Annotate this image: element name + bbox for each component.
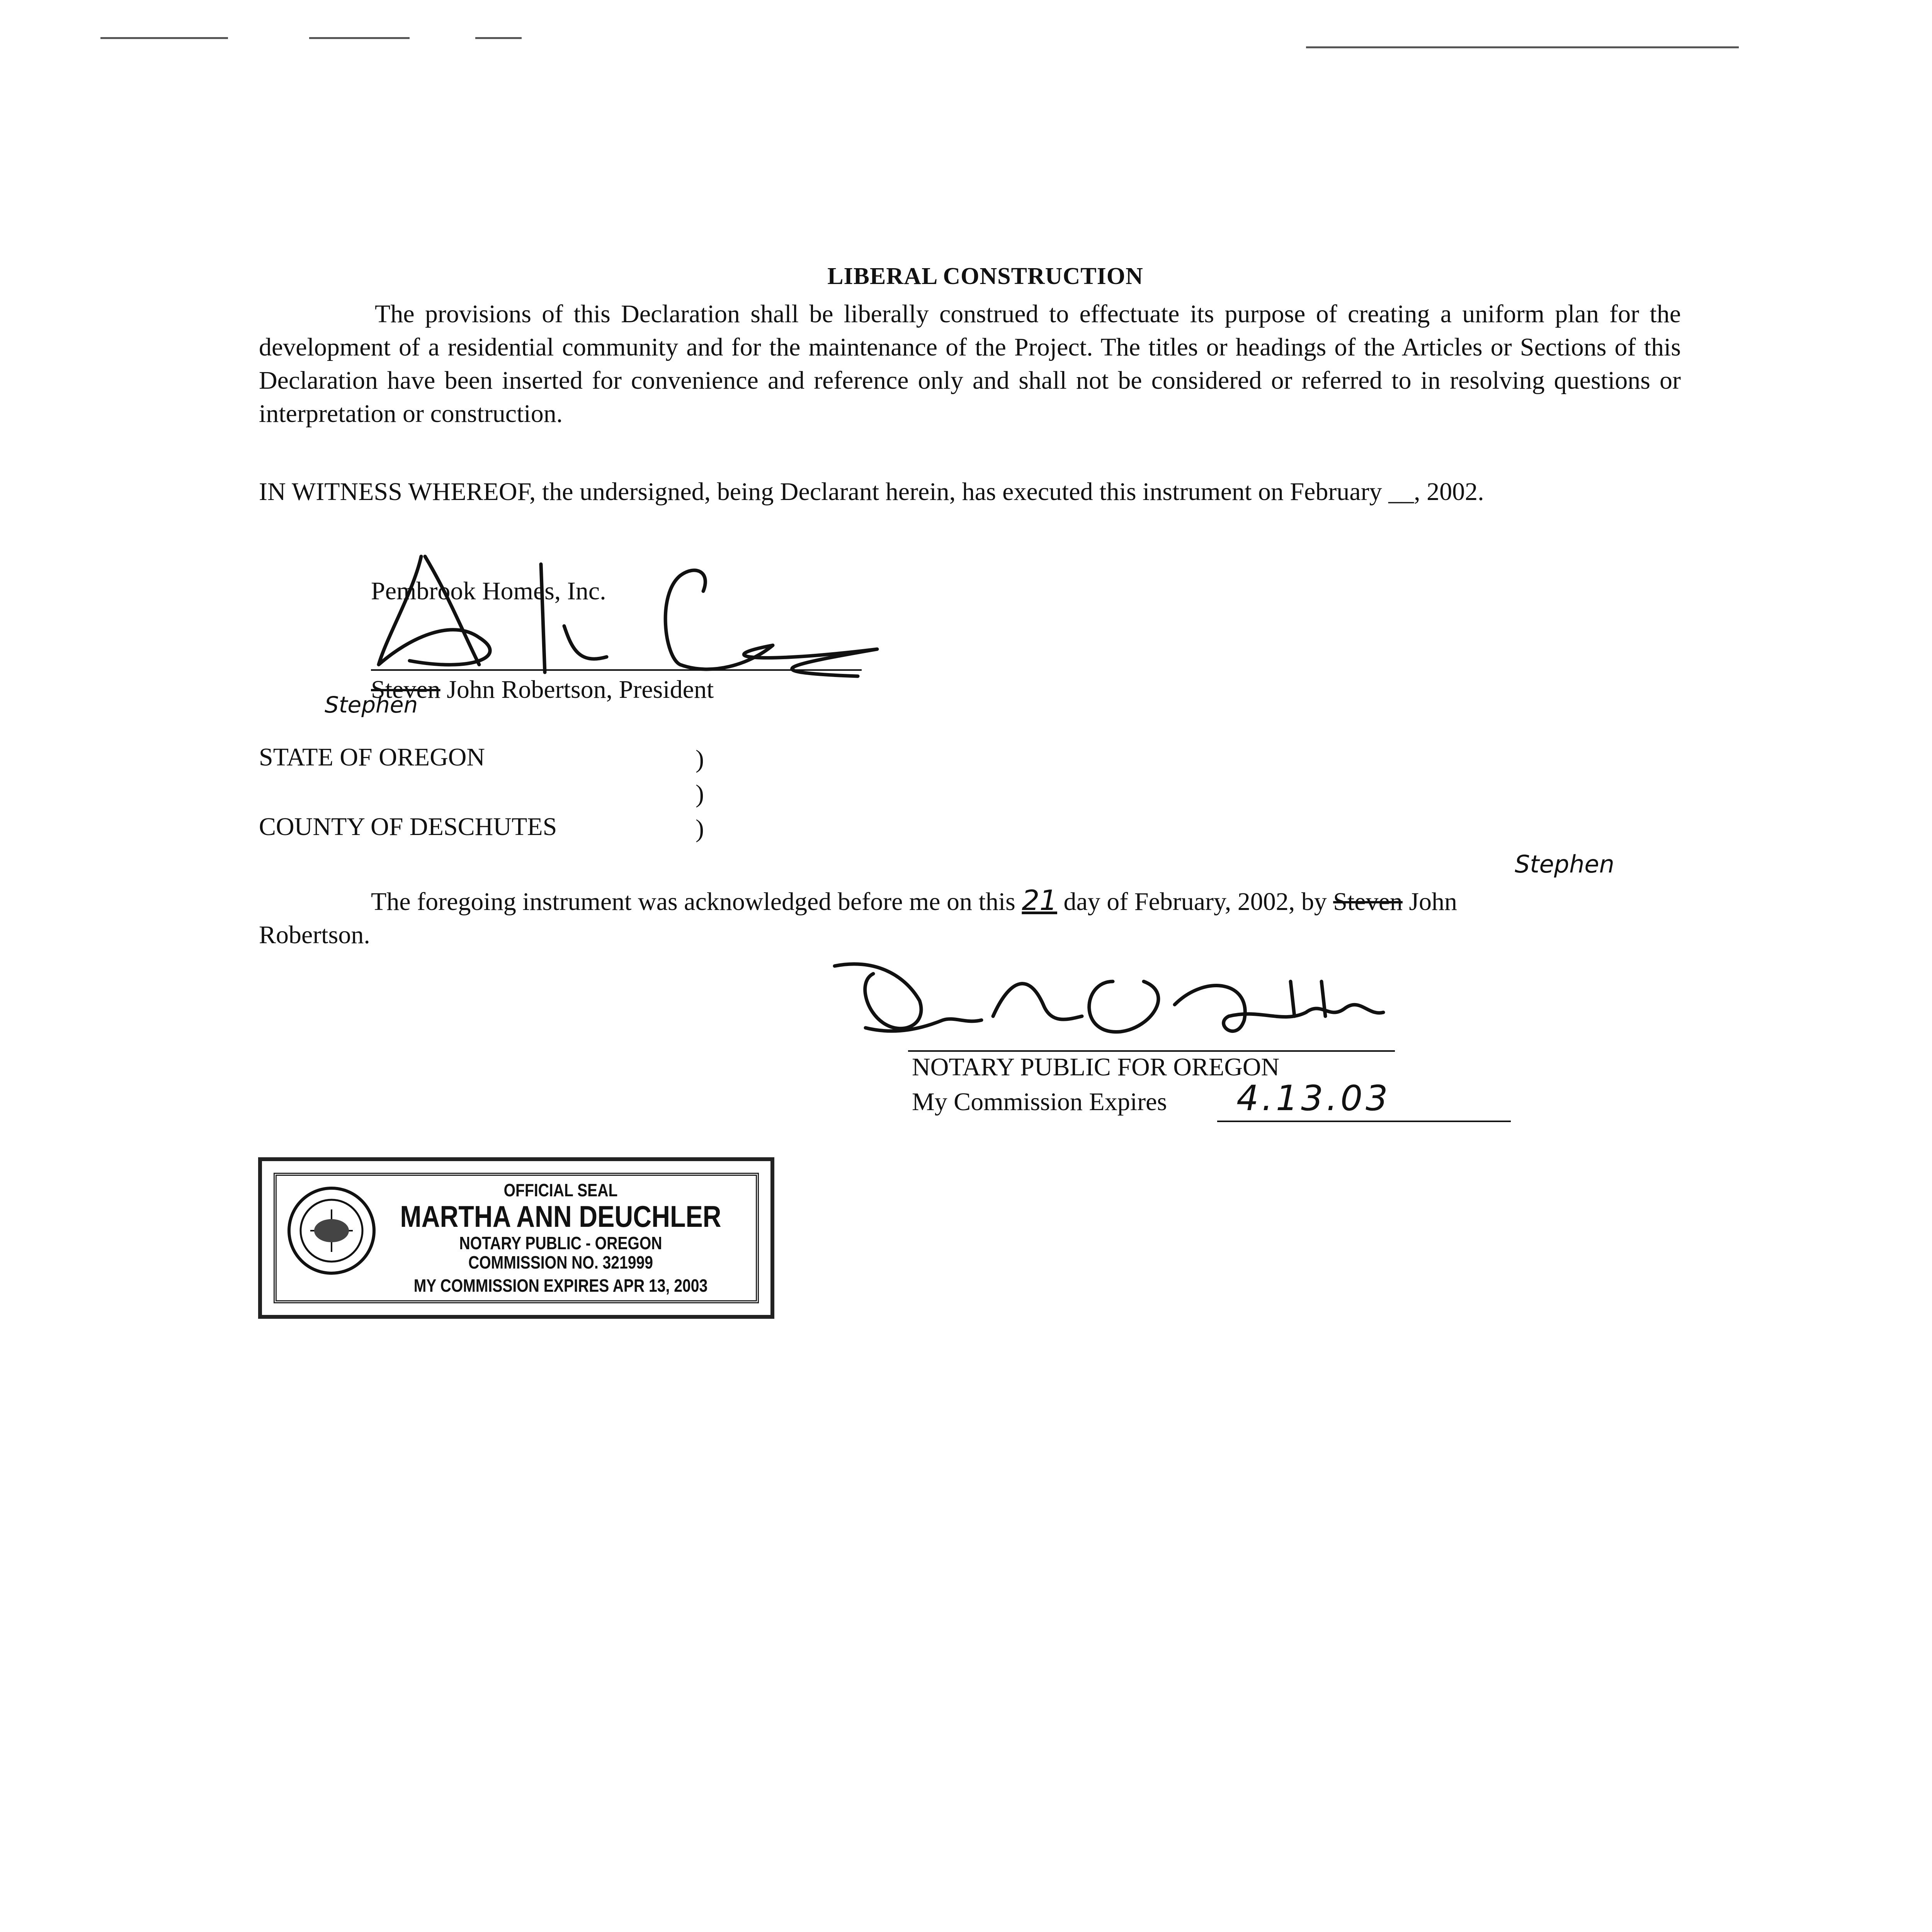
paren-3: ) <box>696 815 704 843</box>
handwritten-name-correction-2: Stephen <box>1515 850 1614 878</box>
paren-2: ) <box>696 780 704 808</box>
seal-line-3: NOTARY PUBLIC - OREGON <box>459 1233 662 1253</box>
commission-date-handwritten: 4.13.03 <box>1236 1078 1391 1119</box>
president-signature-line <box>371 669 862 671</box>
section-heading: LIBERAL CONSTRUCTION <box>827 263 1143 289</box>
witness-paragraph <box>259 475 1681 509</box>
notary-signature <box>827 958 1430 1059</box>
liberal-construction-text: The provisions of this Declaration shall be liberally construed to effectuate its purpose of creating a uniform plan for the development of a residential community and for the maintenance of the Project. The titles or headings of the Articles or Sections of this Declaration have been inserted for convenience and reference only and shall not be considered or referred to in resolving questions or interpretation or construction. <box>259 300 1681 428</box>
official-notary-seal <box>258 1157 774 1319</box>
handwritten-name-correction: Stephen <box>325 692 418 718</box>
seal-expiration: MY COMMISSION EXPIRES APR 13, 2003 <box>413 1276 708 1296</box>
ack-text-3: John <box>1409 888 1458 916</box>
scan-artifact-top-2 <box>309 37 410 39</box>
scan-artifact-top-3 <box>475 37 522 39</box>
ack-text-1: The foregoing instrument was acknowledged before me on this <box>371 888 1015 916</box>
commission-expires-label: My Commission Expires <box>912 1088 1167 1116</box>
seal-notary-name: MARTHA ANN DEUCHLER <box>400 1199 721 1233</box>
state-label: STATE OF OREGON <box>259 743 485 771</box>
county-label: COUNTY OF DESCHUTES <box>259 813 557 841</box>
scan-artifact-top-1 <box>100 37 228 39</box>
body-paragraph <box>259 298 1681 430</box>
ack-text-2: day of February, 2002, by <box>1063 888 1327 916</box>
company-name: Pembrook Homes, Inc. <box>371 577 606 605</box>
commission-date-line <box>1217 1121 1511 1122</box>
struck-first-name: Steven <box>371 675 440 704</box>
scan-artifact-top-4 <box>1306 46 1739 48</box>
ack-struck-name: Steven <box>1333 888 1403 916</box>
notary-public-label: NOTARY PUBLIC FOR OREGON <box>912 1053 1280 1081</box>
ack-day-handwritten: 21 <box>1022 884 1057 917</box>
signer-name-title: John Robertson, President <box>447 675 714 704</box>
signer-name <box>371 674 714 705</box>
acknowledgment-line <box>371 885 1457 917</box>
president-signature <box>363 549 904 696</box>
seal-line-1: OFFICIAL SEAL <box>503 1180 618 1200</box>
oregon-state-seal-emblem <box>283 1182 380 1279</box>
paren-1: ) <box>696 745 704 773</box>
seal-commission-number: COMMISSION NO. 321999 <box>468 1252 653 1272</box>
ack-text-4: Robertson. <box>259 921 370 949</box>
witness-text: IN WITNESS WHEREOF, the undersigned, being Declarant herein, has executed this instrument on February __, 2002. <box>259 478 1484 506</box>
